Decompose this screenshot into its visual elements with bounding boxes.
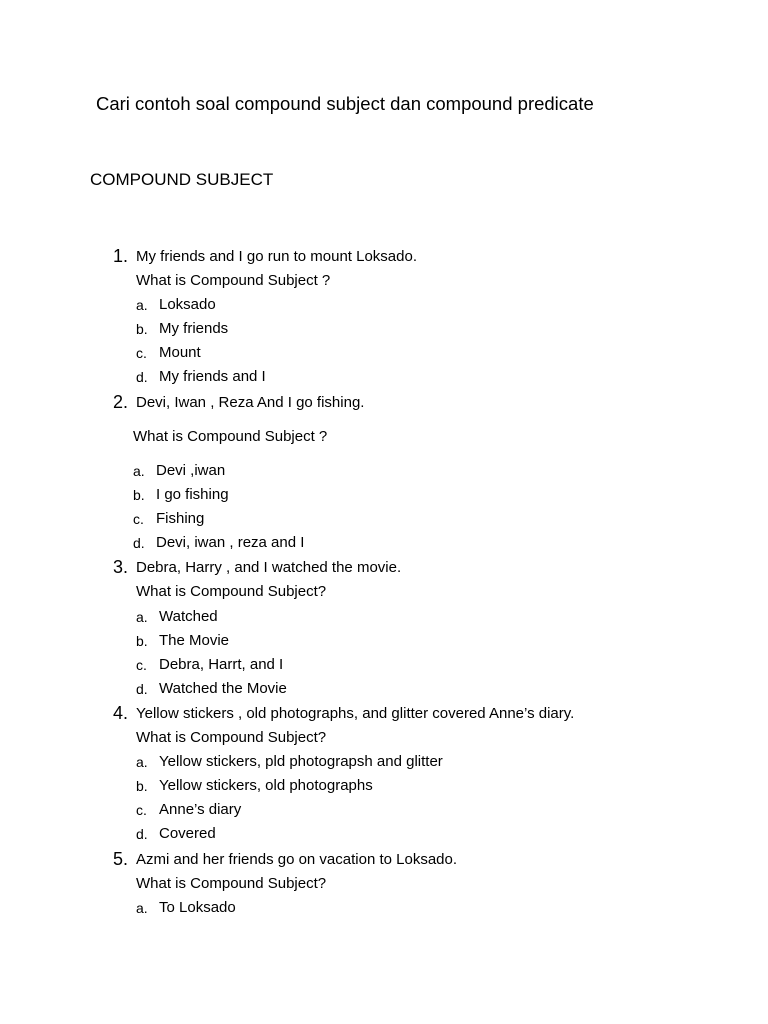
option-letter: a. [136, 754, 148, 770]
option-letter: b. [136, 778, 148, 794]
option-text: My friends [159, 320, 229, 337]
option-text: Yellow stickers, pld photograpsh and glitter [159, 753, 443, 770]
question-number: 5. [113, 849, 129, 869]
option-letter: c. [136, 345, 147, 361]
section-heading: COMPOUND SUBJECT [90, 170, 274, 189]
question-text: Debra, Harry , and I watched the movie. [136, 559, 402, 576]
question-number: 4. [113, 703, 129, 723]
question-text: My friends and I go run to mount Loksado. [136, 248, 417, 265]
option-text: Loksado [159, 296, 216, 313]
option-text: Yellow stickers, old photographs [159, 777, 373, 794]
option-letter: a. [136, 609, 148, 625]
question-text: Azmi and her friends go on vacation to Loksado. [136, 851, 458, 868]
option-text: To Loksado [159, 899, 236, 916]
page-title: Cari contoh soal compound subject dan compound predicate [96, 93, 594, 114]
option-letter: a. [133, 463, 145, 479]
option-letter: a. [136, 900, 148, 916]
option-text: Watched the Movie [159, 680, 287, 697]
question-number: 2. [113, 392, 129, 412]
option-text: Devi, iwan , reza and I [156, 534, 305, 551]
option-letter: c. [136, 802, 147, 818]
question-prompt: What is Compound Subject ? [133, 428, 328, 445]
option-text: Fishing [156, 510, 205, 527]
option-letter: a. [136, 297, 148, 313]
option-letter: d. [136, 681, 148, 697]
option-letter: c. [133, 511, 144, 527]
option-text: Devi ,iwan [156, 462, 226, 479]
option-letter: b. [136, 321, 148, 337]
question-prompt: What is Compound Subject? [136, 729, 327, 746]
question-text: Devi, Iwan , Reza And I go fishing. [136, 394, 365, 411]
option-letter: c. [136, 657, 147, 673]
option-text: The Movie [159, 632, 230, 649]
option-text: Covered [159, 825, 216, 842]
option-letter: b. [133, 487, 145, 503]
option-text: I go fishing [156, 486, 229, 503]
option-letter: b. [136, 633, 148, 649]
question-prompt: What is Compound Subject? [136, 583, 327, 600]
option-letter: d. [136, 369, 148, 385]
option-text: My friends and I [159, 368, 266, 385]
option-letter: d. [133, 535, 145, 551]
option-text: Anne’s diary [159, 801, 242, 818]
option-text: Watched [159, 608, 218, 625]
question-number: 3. [113, 557, 129, 577]
option-text: Debra, Harrt, and I [159, 656, 284, 673]
question-number: 1. [113, 246, 129, 266]
option-text: Mount [159, 344, 201, 361]
question-text: Yellow stickers , old photographs, and glitter covered Anne’s diary. [136, 705, 575, 722]
question-prompt: What is Compound Subject? [136, 875, 327, 892]
question-prompt: What is Compound Subject ? [136, 272, 331, 289]
option-letter: d. [136, 826, 148, 842]
